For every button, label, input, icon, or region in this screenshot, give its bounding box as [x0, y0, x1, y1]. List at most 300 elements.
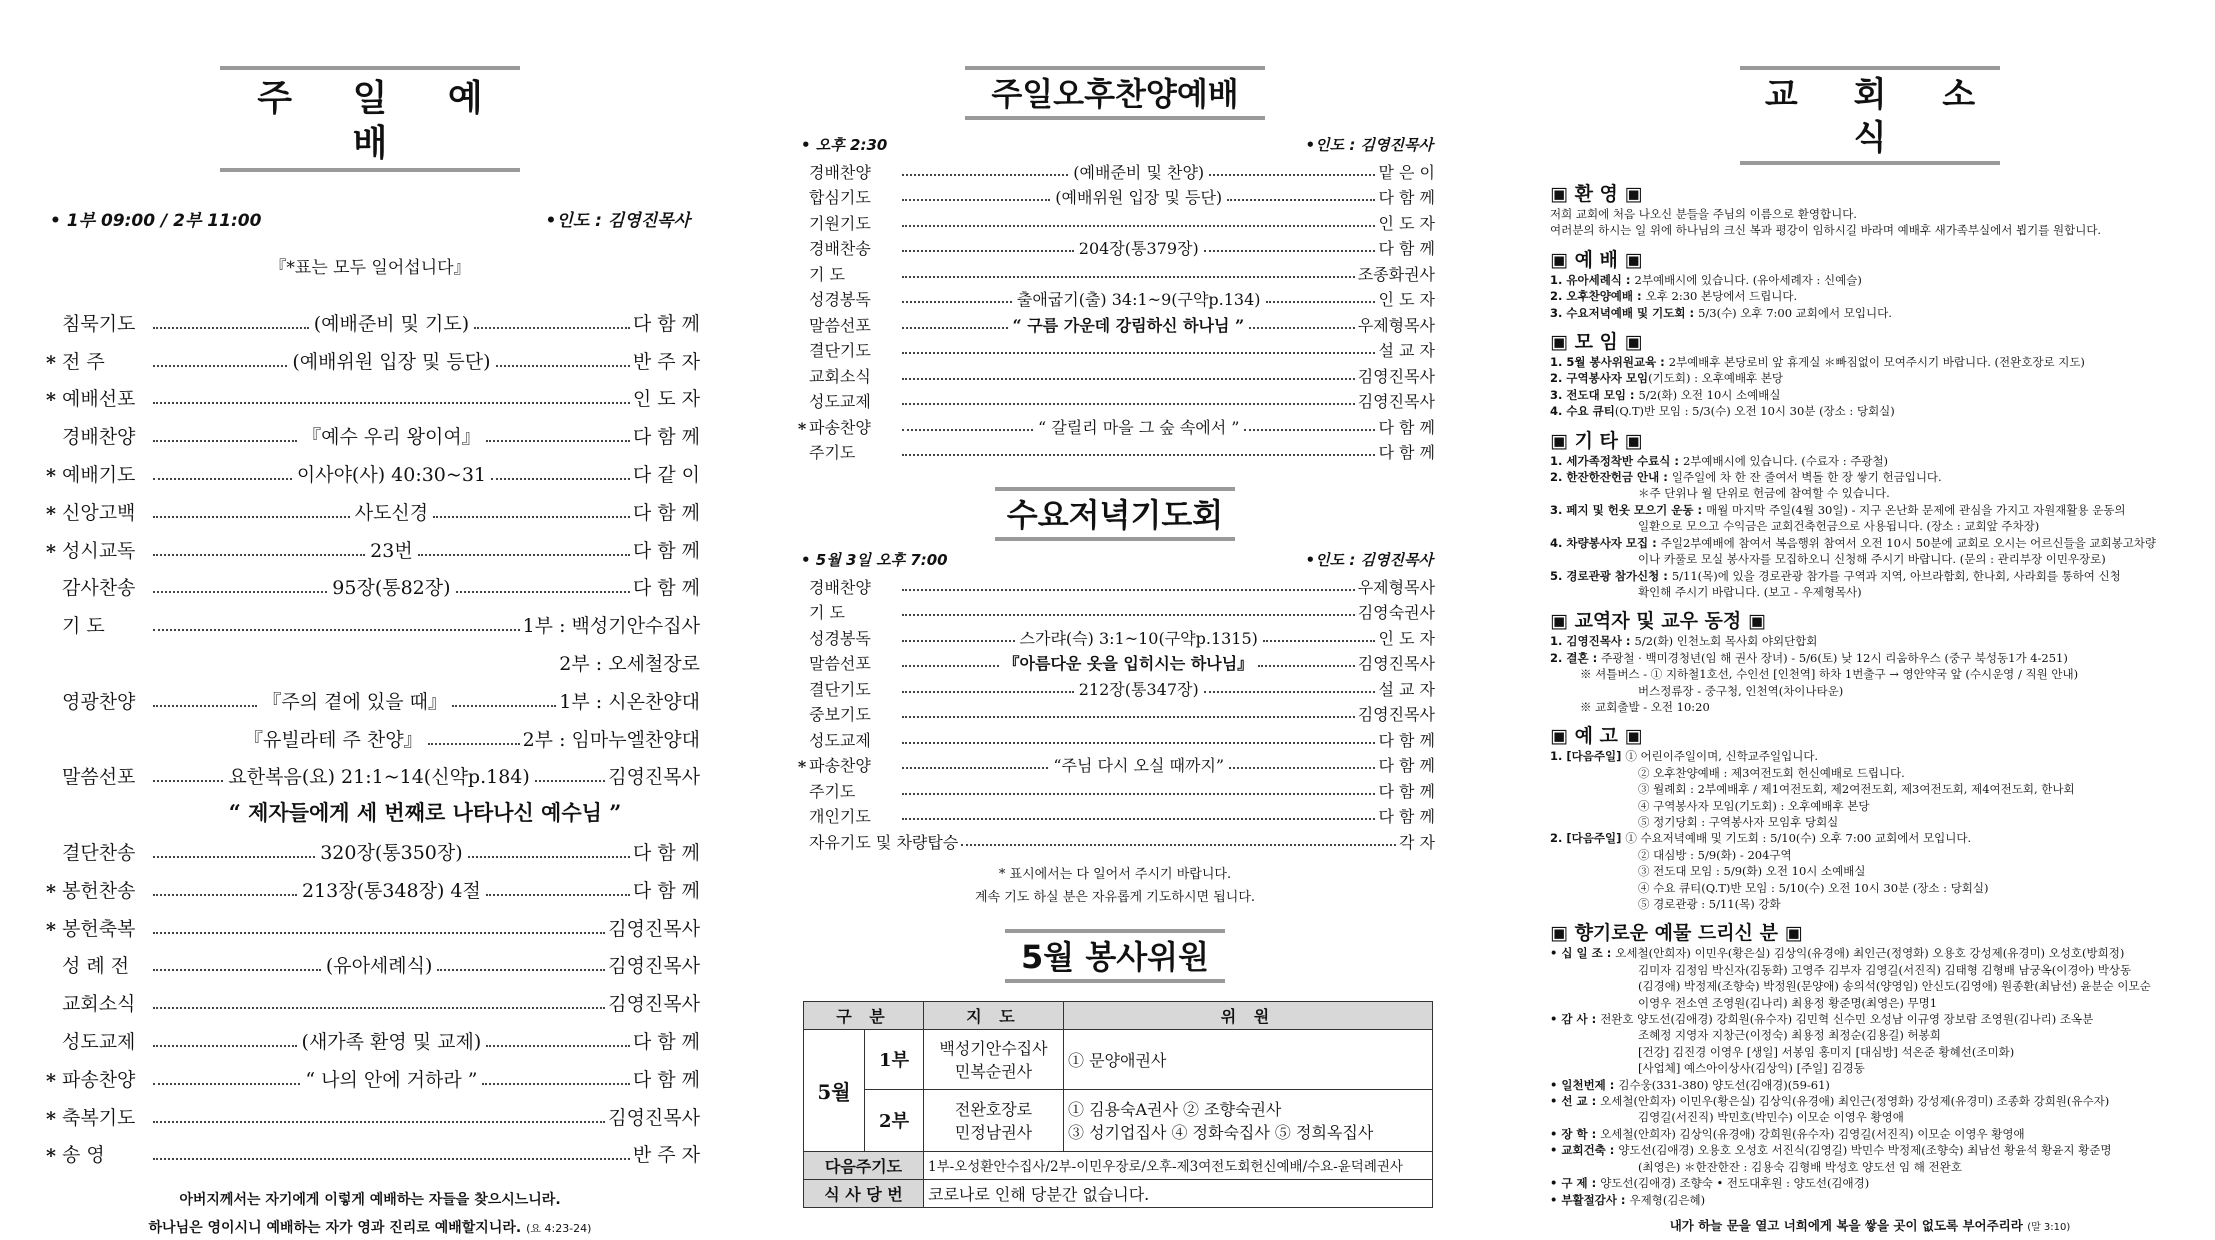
wednesday-note-2: 계속 기도 하실 분은 자유롭게 기도하시면 됩니다. — [974, 889, 1256, 905]
section-meeting: ▣ 모 임 ▣ — [1550, 331, 1643, 354]
order-row — [795, 649, 1435, 675]
order-dots — [153, 894, 297, 896]
order-person: 다 함 께 — [632, 539, 700, 562]
news-line-label: 1. [다음주일] — [1550, 749, 1626, 764]
news-line — [1550, 633, 2190, 649]
order-name: 합심기도 — [809, 188, 871, 207]
part2-guide-b: 민정남권사 — [954, 1123, 1033, 1142]
order-row — [795, 827, 1435, 853]
order-name: 성시교독 — [62, 539, 136, 562]
order-dots — [153, 478, 292, 480]
order-detail: 213장(통348장) 4절 — [301, 879, 481, 902]
order-person: 우제형목사 — [1357, 577, 1435, 597]
footer-verse-1: 아버지께서는 자기에게 이렇게 예배하는 자들을 찾으시느니라. — [179, 1192, 561, 1209]
order-dots — [902, 327, 1008, 329]
order-name: 축복기도 — [62, 1106, 136, 1129]
order-dots — [902, 793, 1375, 795]
order-person: 맡 은 이 — [1378, 162, 1435, 182]
news-line-text: 매월 마지막 주일(4월 30일) - 지구 온난화 문제에 관심을 가지고 자원재활용 운동의 — [1706, 502, 2126, 517]
closing-verse-ref: (말 3:10) — [2027, 1221, 2071, 1233]
order-star: * — [46, 389, 56, 412]
order-person: 다 함 께 — [1378, 730, 1435, 750]
news-line-text: ⑤ 경로관광 : 5/11(목) 강화 — [1638, 897, 1781, 911]
news-line-label: • 구 제 : — [1550, 1176, 1601, 1191]
order-row — [40, 600, 700, 638]
news-line — [1550, 896, 2190, 912]
order-name: 자유기도 및 차량탑승 — [809, 832, 959, 852]
news-line-label: 2. 오후찬양예배 : — [1550, 289, 1646, 304]
order-detail: (예배위원 입장 및 등단) — [292, 350, 491, 373]
news-line — [1550, 781, 2190, 797]
part2-members-b: ③ 성기업집사 ④ 정화숙집사 ⑤ 정희옥집사 — [1068, 1123, 1374, 1142]
order-row — [795, 285, 1435, 311]
news-line-text: 오후 2:30 본당에서 드립니다. — [1645, 289, 1798, 304]
worship-lines — [1550, 272, 2190, 321]
news-line-text: 2부예배후 본당로비 앞 휴게실 ＊빠짐없이 모여주시기 바랍니다. (전완호장로 지도) — [1668, 355, 2085, 370]
order-dots — [1258, 665, 1355, 667]
news-line-label: • 장 학 : — [1550, 1126, 1601, 1141]
news-line-text: 확인해 주시기 바랍니다. (보고 - 우제형목사) — [1638, 584, 1862, 599]
news-line-text: (Q.T)반 모임 : 5/3(수) 오전 10시 30분 (장소 : 당회실) — [1614, 404, 1895, 419]
news-line-text: 오세철(안희자) 이민우(황은실) 김상익(유경애) 최인근(정영화) 강성제(유경미) 조종화 강희원(유수자) — [1600, 1094, 2110, 1109]
order-name: 파송찬양 — [62, 1068, 136, 1091]
order-dots — [153, 780, 223, 782]
order-detail: 95장(통82장) — [332, 577, 451, 600]
order-detail: (새가족 환영 및 교제) — [301, 1030, 482, 1053]
order-row — [795, 751, 1435, 777]
news-line — [1550, 798, 2190, 814]
order-dots — [153, 1083, 300, 1085]
order-detail: 출애굽기(출) 34:1~9(구약p.134) — [1016, 290, 1261, 309]
order-person: 인 도 자 — [1378, 290, 1435, 309]
news-line-text: [사업체] 예스아이상사(김상익) [주일] 김경동 — [1638, 1061, 1865, 1076]
order-name: 경배찬양 — [62, 426, 136, 449]
order-person: 2부 : 임마누엘찬양대 — [522, 728, 700, 751]
order-row — [795, 310, 1435, 336]
order-dots — [902, 665, 999, 667]
order-person: 다 함 께 — [1378, 417, 1436, 437]
afternoon-order-list — [795, 157, 1435, 463]
order-dots — [902, 742, 1375, 744]
order-row — [40, 449, 700, 487]
order-star: * — [46, 918, 56, 941]
order-dots — [153, 856, 315, 858]
order-dots — [1229, 767, 1375, 769]
order-dots — [1209, 174, 1375, 176]
order-name: 영광찬양 — [62, 690, 136, 713]
order-dots — [496, 365, 630, 367]
order-dots — [153, 705, 257, 707]
order-person: 인 도 자 — [632, 388, 700, 411]
order-dots — [902, 199, 1050, 201]
wednesday-time: • 5월 3일 오후 7:00 — [801, 551, 948, 569]
order-detail: 212장(통347장) — [1078, 679, 1199, 699]
order-person: 다 함 께 — [1378, 756, 1435, 775]
order-dots — [433, 516, 630, 518]
order-name: 교회소식 — [809, 366, 871, 386]
order-detail: 『주의 곁에 있을 때』 — [262, 690, 447, 713]
order-person: 설 교 자 — [1378, 679, 1436, 699]
order-row — [40, 752, 700, 790]
order-row — [40, 336, 700, 374]
news-line-label: 1. 유아세례식 : — [1550, 272, 1635, 287]
section-offering: ▣ 향기로운 예물 드리신 분 ▣ — [1550, 922, 1803, 945]
news-line-text: ④ 수요 큐티(Q.T)반 모임 : 5/10(수) 오전 10시 30분 (장소 : 당회실) — [1638, 880, 1989, 895]
next-prayer-text: 1부-오성환안수집사/2부-이민우장로/오후-제3여전도회헌신예배/수요-윤덕례권사 — [924, 1151, 1433, 1179]
order-dots — [902, 403, 1355, 405]
order-person: 다 함 께 — [632, 577, 700, 600]
news-line-text: 버스정류장 - 중구청, 인천역(차이나타운) — [1638, 683, 1844, 698]
news-line — [1550, 1011, 2190, 1027]
part2-guide-a: 전완호장로 — [954, 1100, 1033, 1119]
etc-lines — [1550, 453, 2190, 601]
wednesday-info — [801, 549, 1433, 570]
order-name: 신앙고백 — [62, 501, 136, 524]
news-line-text: 김영길(서진직) 박민호(박민수) 이모순 이영우 황영애 — [1638, 1110, 1904, 1125]
wednesday-note-1: * 표시에서는 다 일어서 주시기 바랍니다. — [998, 866, 1232, 882]
news-line — [1550, 880, 2190, 896]
afternoon-title: 주일오후찬양예배 — [991, 75, 1239, 113]
order-row — [795, 776, 1435, 802]
order-person: 다 함 께 — [632, 1030, 700, 1053]
news-body — [1550, 179, 2190, 1234]
order-dots — [153, 932, 605, 934]
order-detail: (예배준비 및 기도) — [313, 312, 470, 335]
order-row — [795, 336, 1435, 362]
sunday-worship-banner — [220, 66, 520, 172]
order-row — [40, 676, 700, 714]
news-line-text: (기도회) : 오후예배후 본당 — [1648, 371, 1784, 386]
news-line-label: 2. 구역봉사자 모임 — [1550, 371, 1649, 386]
section-welcome: ▣ 환 영 ▣ — [1550, 183, 1643, 205]
news-line-label: 1. 김영진목사 : — [1550, 634, 1635, 649]
news-line-text: 2부예배시에 있습니다. (수료자 : 주광철) — [1682, 453, 1889, 468]
order-dots — [437, 969, 605, 971]
order-star: * — [797, 757, 807, 776]
news-line-text: ※ 교회출발 - 오전 10:20 — [1580, 699, 1710, 714]
order-dots — [486, 894, 630, 896]
order-person: 김영숙권사 — [1357, 603, 1435, 622]
order-name: 중보기도 — [809, 705, 871, 724]
order-dots — [153, 516, 350, 518]
order-dots — [153, 327, 309, 329]
news-line-text: ③ 월례회 : 2부예배후 / 제1여전도회, 제2여전도회, 제3여전도회, 제4여전도회, 한나회 — [1638, 782, 2075, 797]
order-detail: 『유빌라테 주 찬양』 — [244, 728, 423, 751]
order-dots — [902, 589, 1355, 591]
order-star: * — [46, 540, 56, 563]
month-cell: 5월 — [804, 1029, 865, 1151]
order-name: 감사찬송 — [62, 577, 136, 600]
afternoon-leader: •인도 : 김영진목사 — [1305, 136, 1433, 154]
order-row — [795, 361, 1435, 387]
order-person: 다 함 께 — [632, 1068, 701, 1091]
service-time: • 1부 09:00 / 2부 11:00 — [50, 211, 262, 231]
order-dots — [456, 591, 630, 593]
order-dots — [902, 716, 1355, 718]
order-dots — [961, 844, 1396, 846]
order-row — [795, 438, 1435, 464]
order-person: 다 함 께 — [632, 841, 701, 864]
news-line — [1550, 584, 2190, 600]
wednesday-banner — [995, 487, 1235, 541]
order-detail: “ 구름 가운데 강림하신 하나님 ” — [1012, 315, 1245, 335]
news-line-text: 일환으로 모으고 수익금은 교회건축헌금으로 사용됩니다. (장소 : 교회앞 주차장) — [1638, 519, 2040, 534]
news-line — [1550, 995, 2190, 1011]
part2-guide — [924, 1089, 1064, 1151]
news-line-label: 1. 세가족정착반 수료식 : — [1550, 453, 1683, 468]
order-dots — [1249, 327, 1355, 329]
order-dots — [486, 1045, 630, 1047]
order-detail: “ 제자들에게 세 번째로 나타나신 예수님 ” — [228, 800, 622, 826]
afternoon-service-column — [795, 0, 1435, 1240]
order-star: * — [46, 351, 56, 374]
order-star: * — [46, 464, 56, 487]
order-dots — [428, 743, 520, 745]
may-volunteers-banner — [1005, 929, 1225, 983]
news-line-text: (김경애) 박정제(조향숙) 박정원(문양애) 송의석(양영임) 안신도(김영애) 원종환(최남선) 윤분순 이모순 — [1638, 979, 2151, 994]
order-person: 다 함 께 — [632, 426, 700, 449]
news-line-text: 우제형(김은혜) — [1629, 1192, 1706, 1207]
order-person: 김영진목사 — [608, 766, 700, 789]
order-dots — [486, 440, 630, 442]
news-line — [1550, 469, 2190, 485]
order-dots — [1204, 250, 1376, 252]
order-person: 각 자 — [1399, 832, 1435, 852]
news-line — [1550, 863, 2190, 879]
order-person: 설 교 자 — [1378, 341, 1435, 360]
news-line — [1550, 535, 2190, 551]
news-line-text: ④ 구역봉사자 모임(기도회) : 오후예배후 본당 — [1638, 798, 1870, 813]
order-dots — [153, 1158, 630, 1160]
news-line-text: (최영은) ＊한잔한잔 : 김용숙 김형배 박성호 양도선 임 해 전완호 — [1638, 1159, 1962, 1174]
news-line-text: 전완호 양도선(김애경) 강희원(유수자) 김민혁 신수민 오성남 이규영 장보람 조영원(김나리) 조옥분 — [1600, 1012, 2094, 1027]
order-detail: 스가랴(슥) 3:1~10(구약p.1315) — [1019, 628, 1258, 648]
sunday-order-list — [40, 298, 700, 1167]
order-dots — [153, 1007, 605, 1009]
order-row — [795, 802, 1435, 828]
order-detail: “주님 다시 오실 때까지” — [1053, 756, 1225, 775]
news-line — [1550, 370, 2190, 386]
news-line-label: • 교회건축 : — [1550, 1143, 1619, 1158]
order-name: 성경봉독 — [809, 290, 871, 309]
order-person: 1부 : 시온찬양대 — [559, 690, 700, 713]
part1-guide — [924, 1029, 1064, 1089]
news-line-text: ※ 셔틀버스 - ① 지하철1호선, 수인선 [인천역] 하차 1번출구 → 영안약국 앞 (수시운영 / 직원 안내) — [1580, 667, 2079, 682]
order-name: 성도교제 — [809, 392, 871, 411]
afternoon-info — [801, 134, 1433, 155]
news-line — [1550, 748, 2190, 764]
order-row — [40, 563, 700, 601]
order-name: 침묵기도 — [62, 312, 136, 335]
order-name: 주기도 — [809, 781, 856, 801]
news-line: 저희 교회에 처음 나오신 분들을 주님의 이름으로 환영합니다. — [1550, 207, 1857, 221]
footer-verse-2-text: 하나님은 영이시니 예배하는 자가 영과 진리로 예배할지니라. — [148, 1220, 522, 1237]
order-name: 교회소식 — [62, 993, 136, 1016]
order-dots — [902, 174, 1068, 176]
news-line — [1550, 403, 2190, 419]
news-line — [1550, 272, 2190, 288]
order-detail: 『예수 우리 왕이여』 — [302, 426, 481, 449]
news-line — [1550, 485, 2190, 501]
news-line — [1550, 354, 2190, 370]
news-line — [1550, 650, 2190, 666]
order-row — [40, 525, 700, 563]
order-row — [40, 941, 700, 979]
church-news-title: 교 회 소 식 — [1764, 75, 1998, 158]
news-line-text: 조혜정 지영자 지창근(이정숙) 최용정 최정순(김용길) 허봉희 — [1638, 1028, 1941, 1043]
section-worship: ▣ 예 배 ▣ — [1550, 248, 1643, 271]
news-line — [1550, 765, 2190, 781]
order-row — [795, 598, 1435, 624]
order-row — [40, 1016, 700, 1054]
sunday-worship-column — [40, 0, 700, 1240]
order-row — [40, 1054, 700, 1092]
order-row — [795, 412, 1435, 438]
wednesday-leader: •인도 : 김영진목사 — [1305, 551, 1433, 569]
order-person: 조종화권사 — [1357, 264, 1435, 284]
news-line-label: • 감 사 : — [1550, 1012, 1601, 1027]
notice-lines — [1550, 748, 2190, 912]
section-staff: ▣ 교역자 및 교우 동정 ▣ — [1550, 610, 1766, 633]
news-line — [1550, 1060, 2190, 1076]
order-person: 다 함 께 — [632, 879, 700, 902]
news-line-label: 1. 5월 봉사위원교육 : — [1550, 355, 1669, 370]
news-line-label: 5. 경로관광 참가신청 : — [1550, 568, 1672, 583]
order-dots — [153, 591, 327, 593]
meeting-lines — [1550, 354, 2190, 420]
closing-verse-text: 내가 하늘 문을 열고 너희에게 복을 쌓을 곳이 없도록 부어주리라 — [1669, 1217, 2023, 1233]
wednesday-title: 수요저녁기도회 — [1006, 496, 1224, 534]
order-name: 기원기도 — [809, 213, 871, 233]
order-dots — [153, 440, 297, 442]
order-person: 인 도 자 — [1378, 628, 1435, 648]
next-prayer-label: 다음주기도 — [804, 1151, 924, 1179]
news-line — [1550, 1159, 2190, 1175]
th-guide: 지 도 — [924, 1001, 1064, 1029]
news-line-text: 김미자 김정임 박신자(김동화) 고영주 김부자 김영길(서진직) 김태형 김형배 남궁옥(이경아) 박상동 — [1638, 962, 2132, 977]
footer-verse-2 — [40, 1217, 700, 1237]
meal-duty-text: 코로나로 인해 당분간 없습니다. — [924, 1179, 1433, 1207]
part2-cell: 2부 — [865, 1089, 924, 1151]
part1-guide-b: 민복순권사 — [954, 1062, 1033, 1081]
order-name: 봉헌찬송 — [62, 879, 136, 902]
order-dots — [153, 1121, 605, 1123]
order-dots — [1263, 640, 1376, 642]
news-line-text: 5/3(수) 오후 7:00 교회에서 모입니다. — [1698, 305, 1892, 320]
part2-members-a: ① 김용숙A권사 ② 조향숙권사 — [1068, 1100, 1282, 1119]
order-person: 다 함 께 — [632, 501, 701, 524]
news-line-label: • 부활절감사 : — [1550, 1192, 1630, 1207]
order-person: 다 함 께 — [1378, 188, 1435, 207]
order-row — [795, 700, 1435, 726]
afternoon-time: • 오후 2:30 — [801, 136, 888, 154]
order-dots — [153, 402, 630, 404]
order-name: 예배선포 — [62, 388, 136, 411]
news-line-text: ⑤ 정기당회 : 구역봉사자 모임후 당회실 — [1638, 814, 1839, 829]
order-row — [40, 374, 700, 412]
order-detail: 204장(통379장) — [1078, 239, 1199, 258]
news-line-label: 3. 전도대 모임 : — [1550, 387, 1639, 402]
order-star: * — [46, 502, 56, 525]
order-row — [40, 1092, 700, 1130]
order-dots — [535, 780, 605, 782]
order-star: * — [46, 1145, 56, 1168]
news-line-text: ③ 전도대 모임 : 5/9(화) 오전 10시 소예배실 — [1638, 864, 1866, 879]
order-row — [795, 674, 1435, 700]
wednesday-order-list — [795, 572, 1435, 853]
news-line — [1550, 945, 2190, 961]
order-detail: 이사야(사) 40:30~31 — [296, 463, 486, 486]
news-line-text: 5/11(목)에 있을 경로관광 참가를 구역과 지역, 아브라함회, 한나회, 사라회를 통하여 신청 — [1671, 568, 2121, 583]
order-detail: “ 나의 안에 거하라 ” — [305, 1068, 478, 1091]
order-dots — [902, 429, 1033, 431]
order-person: 1부 : 백성기안수집사 — [522, 615, 700, 638]
news-line — [1550, 387, 2190, 403]
th-division: 구 분 — [804, 1001, 924, 1029]
order-name: 기 도 — [809, 603, 845, 622]
order-name: 경배찬송 — [809, 239, 871, 258]
order-dots — [418, 554, 630, 556]
order-name: 성 례 전 — [62, 955, 130, 978]
order-person: 김영진목사 — [608, 993, 700, 1016]
order-detail: (예배위원 입장 및 등단) — [1055, 188, 1223, 207]
volunteers-table — [803, 1001, 1433, 1208]
order-person: 김영진목사 — [608, 1106, 700, 1129]
news-line: 여러분의 하시는 일 위에 하나님의 크신 복과 평강이 임하시길 바라며 예배후 새가족부실에서 뵙기를 원합니다. — [1550, 223, 2102, 238]
part1-cell: 1부 — [865, 1029, 924, 1089]
order-name: 말씀선포 — [809, 654, 871, 673]
order-name: 결단기도 — [809, 341, 871, 360]
order-detail: (유아세례식) — [325, 955, 433, 978]
order-row — [40, 638, 700, 676]
order-dots — [474, 327, 630, 329]
part2-members — [1064, 1089, 1433, 1151]
order-name: 기 도 — [62, 615, 105, 638]
news-line — [1550, 288, 2190, 304]
news-line-label: 2. 결혼 : — [1550, 650, 1602, 665]
news-line-text: 주광철 · 백미경청년(임 해 권사 장녀) - 5/6(토) 낮 12시 리움하우스 (중구 북성동1가 4-251) — [1601, 650, 2068, 665]
order-name: 전 주 — [62, 350, 105, 373]
news-line-label: • 선 교 : — [1550, 1094, 1601, 1109]
news-line-text: 주일2부예배에 참여서 복음행위 참여서 오전 10시 50분에 교회로 오시는 어르신들을 교회봉고차량 — [1660, 535, 2157, 550]
news-line-label: 3. 페지 및 헌옷 모으기 운동 : — [1550, 502, 1707, 517]
news-line — [1550, 978, 2190, 994]
may-volunteers-title: 5월 봉사위원 — [1021, 937, 1209, 976]
news-line-text: 이나 카풀로 모실 봉사자를 모집하오니 신청해 주시기 바랍니다. (문의 : 관리부장 이민우장로) — [1638, 552, 2106, 567]
church-news-banner — [1740, 66, 2000, 165]
order-dots — [1244, 429, 1375, 431]
order-dots — [902, 767, 1048, 769]
news-line — [1550, 1126, 2190, 1142]
order-dots — [491, 478, 630, 480]
order-name: 주기도 — [809, 443, 856, 462]
order-row — [795, 259, 1435, 285]
news-line — [1550, 962, 2190, 978]
order-row — [795, 725, 1435, 751]
news-line-label: 4. 차량봉사자 모집 : — [1550, 535, 1661, 550]
news-line-text: ① 수요저녁예배 및 기도회 : 5/10(수) 오후 7:00 교회에서 모입니다. — [1625, 831, 1972, 846]
order-star: * — [797, 418, 807, 438]
part1-members: ① 문양애권사 — [1064, 1029, 1433, 1089]
order-dots — [902, 691, 1074, 693]
news-line-text: 오세철(안희자) 김상익(유경애) 강희원(유수자) 김영길(서진직) 이모순 이영우 황영애 — [1600, 1126, 2025, 1141]
news-line-label: 2. 한잔한잔헌금 안내 : — [1550, 470, 1672, 485]
order-row — [40, 1130, 700, 1168]
order-detail: 사도신경 — [354, 501, 429, 524]
news-line — [1550, 683, 2190, 699]
news-line — [1550, 1175, 2190, 1191]
section-notice: ▣ 예 고 ▣ — [1550, 725, 1643, 748]
